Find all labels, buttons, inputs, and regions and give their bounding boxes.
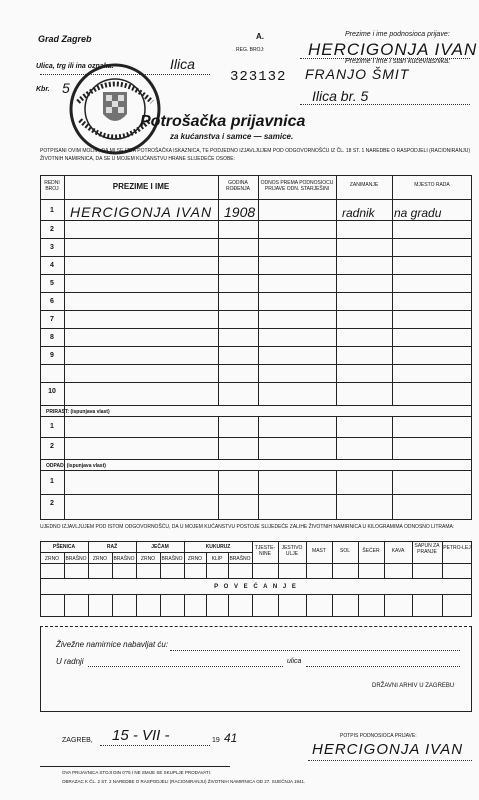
date-handwritten: 15 - VII - (112, 727, 170, 744)
col-header-name: PREZIME I IME (112, 182, 170, 191)
col-header-num: REDNI BROJ (44, 180, 60, 192)
col-header-year: GODINA ROĐENJA (226, 180, 250, 192)
table-row: 2 (50, 226, 54, 233)
kbr-label: Kbr. (36, 86, 50, 93)
increase-row-1: 1 (50, 423, 54, 430)
form-subtitle: za kućanstva i samce — samice. (170, 132, 294, 141)
table-row: 7 (50, 316, 54, 323)
single-header-coffee: KAVA (391, 548, 405, 554)
reg-label: REG. BROJ: (236, 47, 265, 53)
member-1-occupation: radnik (342, 206, 375, 220)
col-header-relation: ODNOS PREMA PODNOSIOCU PRIJAVE ODN. STARJEŠINI (260, 180, 334, 192)
form-title: Potrošačka prijavnica (140, 113, 306, 130)
single-header-lard: MAST (312, 548, 326, 554)
group-corn: KUKURUZ (205, 544, 231, 550)
col-header-workplace: MJESTO RADA (414, 182, 450, 188)
table-row: 10 (48, 388, 56, 395)
year-prefix: 19 (212, 737, 220, 744)
table-row: 4 (50, 262, 54, 269)
supplies-intro: UJEDNO IZJAVLJUJEM POD ISTOM ODGOVORNOŠĆU, DA U MOJEM KUĆANSTVU POSTOJE SLIJEDEĆE ZALIHE ŽIVOTNIH NAMIRNICA U KILOGRAMIMA ODNOSNO LITRAMA: (40, 524, 455, 530)
table-row: 6 (50, 298, 54, 305)
landlord-line (300, 104, 470, 105)
intro-text: POTPISANI OVIM MOLIM, DA MI SE IZDA POTROŠAČKA ISKAZNICA, TE PODJEDNO IZJAVLJUJEM POD ODGOVORNOŠĆU IZ ČL. 18 ST. 1 NAREDBE O RASPODJELI (RACIONIRANJU) ŽIVOTNIH NAMIRNICA, DA SE U MOJEM KUĆANSTVU HRANE SLIJEDEĆE OSOBE: (40, 148, 470, 162)
archive-stamp: DRŽAVNI ARHIV U ZAGREBU (372, 683, 455, 689)
sub-header: ZRNO (92, 556, 108, 562)
table-row: 3 (50, 244, 54, 251)
sub-header: BRAŠNO (229, 556, 251, 562)
decrease-label: ODPAD: (ispunjava vlast) (46, 463, 106, 469)
group-barley: JEČAM (151, 544, 169, 550)
increase-row-label: P O V E Ć A N J E (214, 584, 298, 590)
landlord-name: FRANJO ŠMIT (305, 66, 410, 82)
reg-number: 323132 (230, 69, 287, 85)
group-rye: RAŽ (106, 544, 118, 550)
purchase-label: Živežne namirnice nabavljat ću: (56, 640, 169, 649)
shop-label: U radnji (56, 657, 84, 666)
table-row: 9 (50, 352, 54, 359)
street-value: Ilica (170, 56, 195, 72)
single-header-oil: JESTIVO ULJE (281, 545, 303, 557)
official-stamp (68, 62, 162, 156)
purchase-box (40, 626, 472, 712)
kbr-value: 5 (62, 80, 70, 96)
price-note: OVA PRIJAVNICA STOJI DIN 0'75 I NE SMIJE SE SKUPLJE PRODAVATI. (62, 770, 212, 775)
form-letter: A. (256, 32, 264, 41)
member-1-year: 1908 (224, 204, 256, 220)
single-header-pasta: TJESTE-NINE (254, 545, 276, 557)
increase-label: PRIRAST: (ispunjava vlast) (46, 409, 110, 415)
owner-label: Prezime i ime podnosioca prijave: (345, 31, 450, 38)
table-row: 1 (50, 207, 54, 214)
year-handwritten: 41 (224, 731, 238, 745)
sub-header: BRAŠNO (161, 556, 183, 562)
landlord-address: Ilica br. 5 (312, 88, 369, 104)
shop-street-label: ulica (287, 658, 302, 665)
single-header-petroleum: PETRO-LEJ (443, 545, 471, 551)
single-header-sugar: ŠEĆER (362, 548, 380, 554)
decrease-row-1: 1 (50, 478, 54, 485)
sub-header: ZRNO (187, 556, 203, 562)
signature: HERCIGONJA IVAN (312, 741, 464, 758)
place-label: ZAGREB, (62, 737, 93, 744)
street-label: Ulica, trg ili ina oznaka: (36, 63, 114, 70)
member-1-workplace: na gradu (394, 206, 442, 220)
sub-header: ZRNO (140, 556, 156, 562)
landlord-label: Prezime i ime i stan kućevlasnika: (345, 58, 451, 65)
table-row: 8 (50, 334, 54, 341)
sub-header: ZRNO (44, 556, 60, 562)
owner-name: HERCIGONJA IVAN (308, 40, 478, 59)
col-header-occupation: ZANIMANJE (349, 182, 379, 188)
decrease-row-2: 2 (50, 500, 54, 507)
single-header-soap: SAPUN ZA PRANJE (414, 543, 440, 555)
sub-header: BRAŠNO (113, 556, 135, 562)
group-wheat: PŠENICA (52, 544, 76, 550)
single-header-salt: SOL (339, 548, 350, 554)
sub-header: BRAŠNO (65, 556, 87, 562)
regulation-note: OBRAZAC K ČL. 2 ST. 2 NAREDBE O RASPODJELI (RACIONIRANJU) ŽIVOTNIH NAMIRNICA OD 27. SIJEČNJA 1941. (62, 779, 306, 784)
city-label: Grad Zagreb (38, 34, 92, 44)
table-row: 5 (50, 280, 54, 287)
increase-row-2: 2 (50, 443, 54, 450)
member-1-name: HERCIGONJA IVAN (70, 204, 213, 220)
sub-header: KLIP (211, 556, 223, 562)
signature-label: POTPIS PODNOSIOCA PRIJAVE: (340, 733, 417, 739)
